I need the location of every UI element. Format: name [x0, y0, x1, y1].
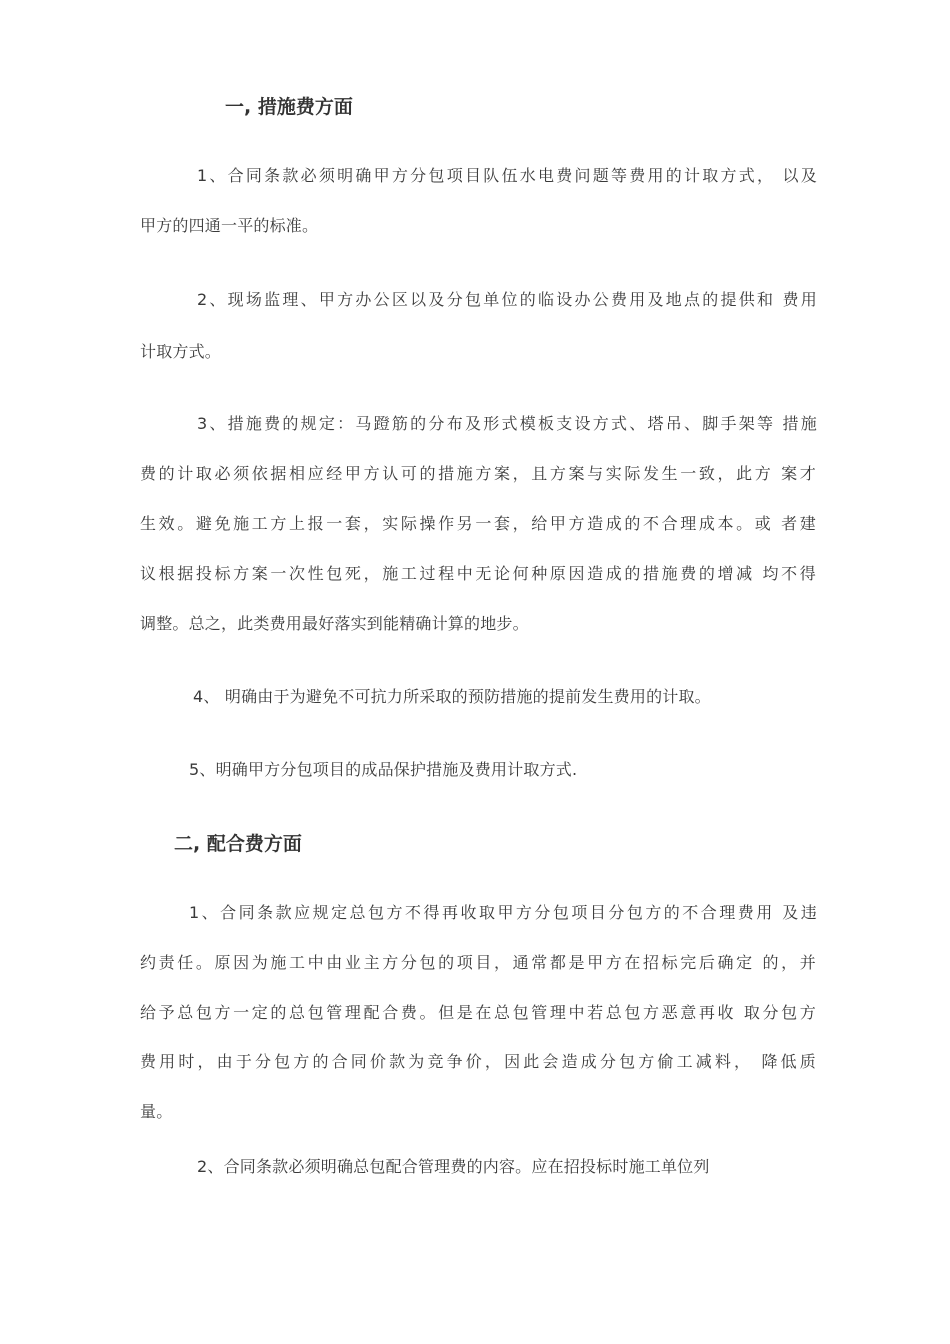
paragraph-line: 计取方式。: [140, 342, 222, 361]
paragraph-line: 1、合同条款应规定总包方不得再收取甲方分包项目分包方的不合理费用 及违: [189, 903, 817, 922]
paragraph-line: 5、明确甲方分包项目的成品保护措施及费用计取方式.: [189, 760, 578, 779]
paragraph-line: 约责任。原因为施工中由业主方分包的项目，通常都是甲方在招标完后确定 的，并: [140, 953, 816, 972]
section-heading-coordination: 二, 配合费方面: [174, 833, 302, 855]
paragraph-line: 费的计取必须依据相应经甲方认可的措施方案，且方案与实际发生一致，此方 案才: [140, 464, 816, 483]
paragraph-line: 议根据投标方案一次性包死，施工过程中无论何种原因造成的措施费的增减 均不得: [140, 564, 816, 583]
paragraph-line: 4、 明确由于为避免不可抗力所采取的预防措施的提前发生费用的计取。: [193, 687, 711, 706]
paragraph-line: 调整。总之，此类费用最好落实到能精确计算的地步。: [140, 614, 529, 633]
paragraph-line: 2、合同条款必须明确总包配合管理费的内容。应在招投标时施工单位列: [197, 1157, 710, 1176]
paragraph-line: 1、合同条款必须明确甲方分包项目队伍水电费问题等费用的计取方式， 以及: [197, 166, 817, 185]
paragraph-line: 量。: [140, 1102, 173, 1121]
paragraph-line: 2、现场监理、甲方办公区以及分包单位的临设办公费用及地点的提供和 费用: [197, 290, 817, 309]
section-heading-measures: 一, 措施费方面: [225, 96, 353, 118]
paragraph-line: 甲方的四通一平的标准。: [140, 216, 319, 235]
paragraph-line: 给予总包方一定的总包管理配合费。但是在总包管理中若总包方恶意再收 取分包方: [140, 1003, 816, 1022]
paragraph-line: 费用时，由于分包方的合同价款为竞争价，因此会造成分包方偷工减料， 降低质: [140, 1052, 816, 1071]
paragraph-line: 3、措施费的规定：马蹬筋的分布及形式模板支设方式、塔吊、脚手架等 措施: [197, 414, 817, 433]
paragraph-line: 生效。避免施工方上报一套，实际操作另一套，给甲方造成的不合理成本。或 者建: [140, 514, 816, 533]
